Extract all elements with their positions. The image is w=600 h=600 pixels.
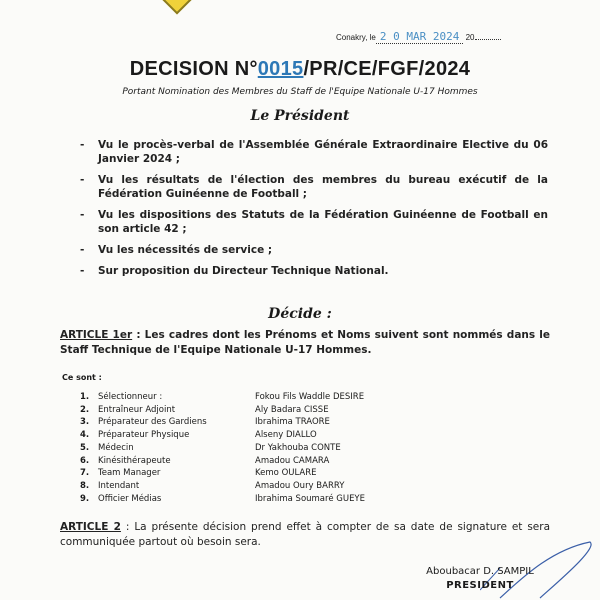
staff-role: Préparateur Physique (98, 430, 190, 441)
staff-name: Alseny DIALLO (255, 430, 317, 441)
staff-name: Dr Yakhouba CONTE (255, 442, 341, 453)
article-2-text: : La présente décision prend effet à compter de sa date de signature et sera communiquée partout où besoin sera. (60, 521, 551, 548)
consideration-item: - Sur proposition du Directeur Technique National. (78, 264, 548, 278)
staff-row (80, 416, 365, 429)
staff-name: Ibrahima TRAORE (255, 417, 330, 428)
signatory-title: PRESIDENT (446, 580, 514, 591)
title-suffix: /PR/CE/FGF/2024 (303, 58, 471, 80)
staff-row (80, 455, 365, 468)
consideration-item: - Vu les dispositions des Statuts de la Fédération Guinéenne de Football en son article 42 ; (78, 208, 548, 236)
date-line (336, 30, 501, 43)
staff-name: Fokou Fils Waddle DESIRE (255, 392, 365, 402)
staff-row (80, 442, 365, 455)
staff-name: Amadou Oury BARRY (255, 480, 345, 491)
article-1-text: : Les cadres dont les Prénoms et Noms suivent sont nommés dans le Staff Technique de l'Equipe Nationale U-17 Hommes. (60, 329, 551, 356)
president-heading: Le Président (250, 108, 350, 124)
consideration-item: - Vu les nécessités de service ; (78, 243, 548, 257)
staff-number: 2. (80, 404, 90, 415)
decision-subtitle: Portant Nomination des Membres du Staff de l'Equipe Nationale U-17 Hommes (122, 87, 478, 97)
article-1-label: ARTICLE 1er (60, 329, 133, 341)
staff-row (80, 391, 365, 404)
decision-title (0, 58, 600, 81)
staff-role: Kinésithérapeute (98, 455, 171, 466)
article-2 (60, 520, 550, 550)
article-1 (60, 328, 550, 358)
consideration-item: - Vu le procès-verbal de l'Assemblée Générale Extraordinaire Elective du 06 Janvier 2024 ; (78, 138, 548, 166)
staff-row (80, 493, 365, 506)
staff-name: Amadou CAMARA (255, 455, 330, 466)
ce-sont-label: Ce sont : (62, 373, 102, 382)
article-2-label: ARTICLE 2 (60, 521, 121, 533)
staff-row (80, 467, 365, 480)
staff-row (80, 480, 365, 493)
staff-number: 1. (80, 392, 90, 402)
staff-number: 5. (80, 442, 90, 453)
considerations-list (78, 138, 548, 285)
staff-number: 9. (80, 493, 90, 504)
staff-role: Team Manager (98, 468, 161, 479)
staff-number: 6. (80, 455, 90, 466)
consideration-item: - Vu les résultats de l'élection des membres du bureau exécutif de la Fédération Guinéenne de Football ; (78, 173, 548, 201)
decide-heading: Décide : (268, 306, 332, 322)
staff-role: Officier Médias (98, 493, 162, 504)
staff-name: Aly Badara CISSE (255, 404, 329, 415)
date-stamp: 2 0 MAR 2024 (376, 30, 463, 44)
place-label: Conakry, le (336, 33, 376, 42)
signatory-name: Aboubacar D. SAMPIL (426, 566, 534, 577)
staff-role: Intendant (98, 480, 140, 491)
signature-block (400, 565, 560, 593)
staff-role: Préparateur des Gardiens (98, 417, 207, 428)
staff-name: Kemo OULARE (255, 468, 317, 479)
staff-number: 8. (80, 480, 90, 491)
staff-number: 4. (80, 430, 90, 441)
staff-row (80, 404, 365, 417)
staff-list (80, 391, 365, 505)
year-prefix: 20 (465, 33, 475, 42)
staff-number: 7. (80, 468, 90, 479)
staff-row (80, 429, 365, 442)
staff-role: Sélectionneur : (98, 392, 163, 402)
staff-number: 3. (80, 417, 90, 428)
staff-role: Entraîneur Adjoint (98, 404, 176, 415)
title-prefix: DECISION N° (129, 58, 258, 80)
staff-role: Médecin (98, 442, 134, 453)
federation-logo (161, 0, 192, 15)
decision-number: 0015 (257, 58, 304, 80)
staff-name: Ibrahima Soumaré GUEYE (255, 493, 365, 504)
